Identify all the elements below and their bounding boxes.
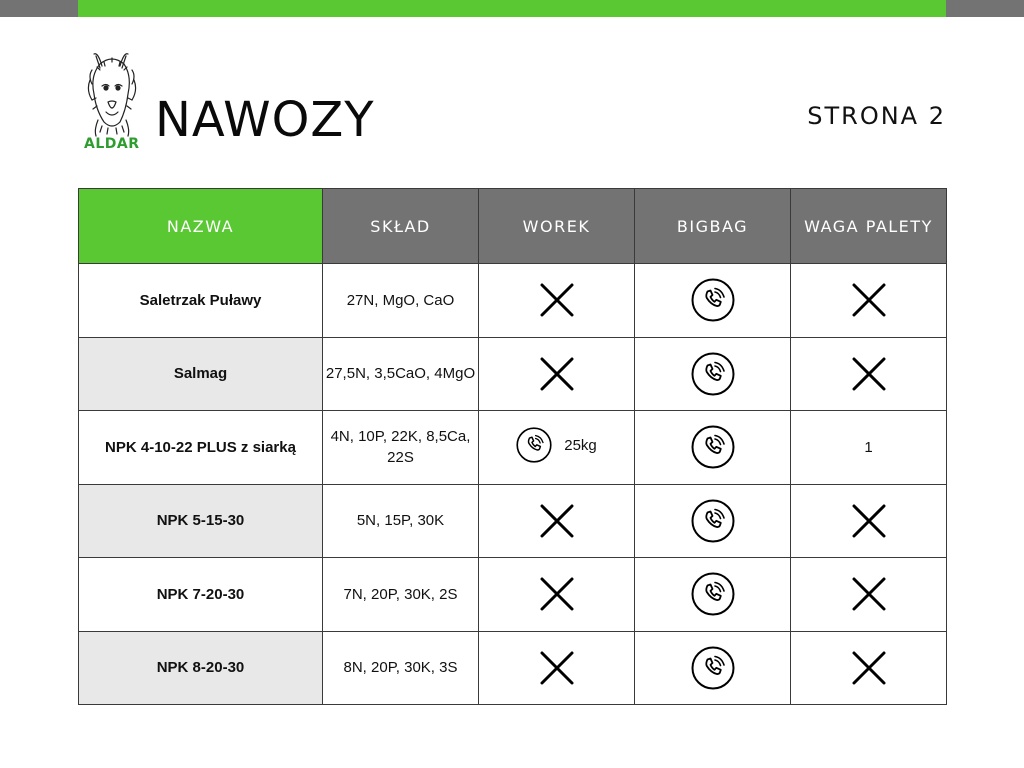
pallet-weight-cell: 1 [791,411,947,485]
logo-text: ALDAR [84,136,140,152]
column-header-bag: WOREK [479,189,635,264]
bag-cell [479,558,635,632]
x-mark-icon [539,650,575,686]
composition-text: 4N, 10P, 22K, 8,5Ca, 22S [330,428,471,467]
product-name-cell: NPK 5-15-30 [79,484,323,558]
x-mark-icon [851,503,887,539]
top-bar-green [78,0,946,17]
phone-circle-icon[interactable] [691,425,735,469]
pallet-weight-cell [791,264,947,338]
composition-cell [323,264,479,338]
composition-text: 7N, 20P, 30K, 2S [343,585,458,603]
table-row [79,337,947,411]
composition-cell [323,337,479,411]
x-mark-icon [539,503,575,539]
phone-circle-icon[interactable] [516,427,552,463]
bigbag-cell [635,264,791,338]
composition-cell [323,411,479,485]
bag-cell [479,484,635,558]
pallet-weight-cell [791,484,947,558]
bag-cell [479,411,635,485]
x-mark-icon [539,282,575,318]
phone-circle-icon[interactable] [691,352,735,396]
bigbag-cell [635,484,791,558]
table-row [79,558,947,632]
fertilizer-table [78,188,947,705]
x-mark-icon [539,356,575,392]
x-mark-icon [539,576,575,612]
bag-cell [479,337,635,411]
composition-text: 27N, MgO, CaO [346,291,455,309]
product-name-cell: Saletrzak Puławy [79,264,323,338]
bag-weight-text: 25kg [564,436,597,454]
bigbag-cell [635,411,791,485]
product-name-cell: NPK 7-20-30 [79,558,323,632]
table-row [79,411,947,485]
pallet-weight-cell [791,558,947,632]
x-mark-icon [851,576,887,612]
composition-cell [323,631,479,705]
product-name-cell: NPK 8-20-30 [79,631,323,705]
table-row [79,264,947,338]
phone-circle-icon[interactable] [691,278,735,322]
pallet-weight-cell [791,631,947,705]
column-header-bigbag: BIGBAG [635,189,791,264]
product-name-cell: Salmag [79,337,323,411]
table-header-row [79,189,947,264]
composition-text: 27,5N, 3,5CaO, 4MgO [325,365,476,383]
composition-text: 8N, 20P, 30K, 3S [343,659,458,677]
table-row [79,631,947,705]
bag-cell [479,264,635,338]
product-name-cell: NPK 4-10-22 PLUS z siarką [79,411,323,485]
x-mark-icon [851,650,887,686]
phone-circle-icon[interactable] [691,646,735,690]
phone-circle-icon[interactable] [691,572,735,616]
composition-text: 5N, 15P, 30K [356,512,445,530]
column-header-pallet-weight: WAGA PALETY [791,189,947,264]
table-row [79,484,947,558]
phone-circle-icon[interactable] [691,499,735,543]
column-header-name: NAZWA [79,189,323,264]
composition-cell [323,484,479,558]
x-mark-icon [851,282,887,318]
composition-cell [323,558,479,632]
bag-cell [479,631,635,705]
bigbag-cell [635,337,791,411]
pallet-weight-cell [791,337,947,411]
page-number-label: STRONA 2 [807,102,946,130]
bigbag-cell [635,631,791,705]
column-header-composition: SKŁAD [323,189,479,264]
bag-contact-group [516,427,597,463]
page-title: NAWOZY [155,92,375,148]
bigbag-cell [635,558,791,632]
x-mark-icon [851,356,887,392]
